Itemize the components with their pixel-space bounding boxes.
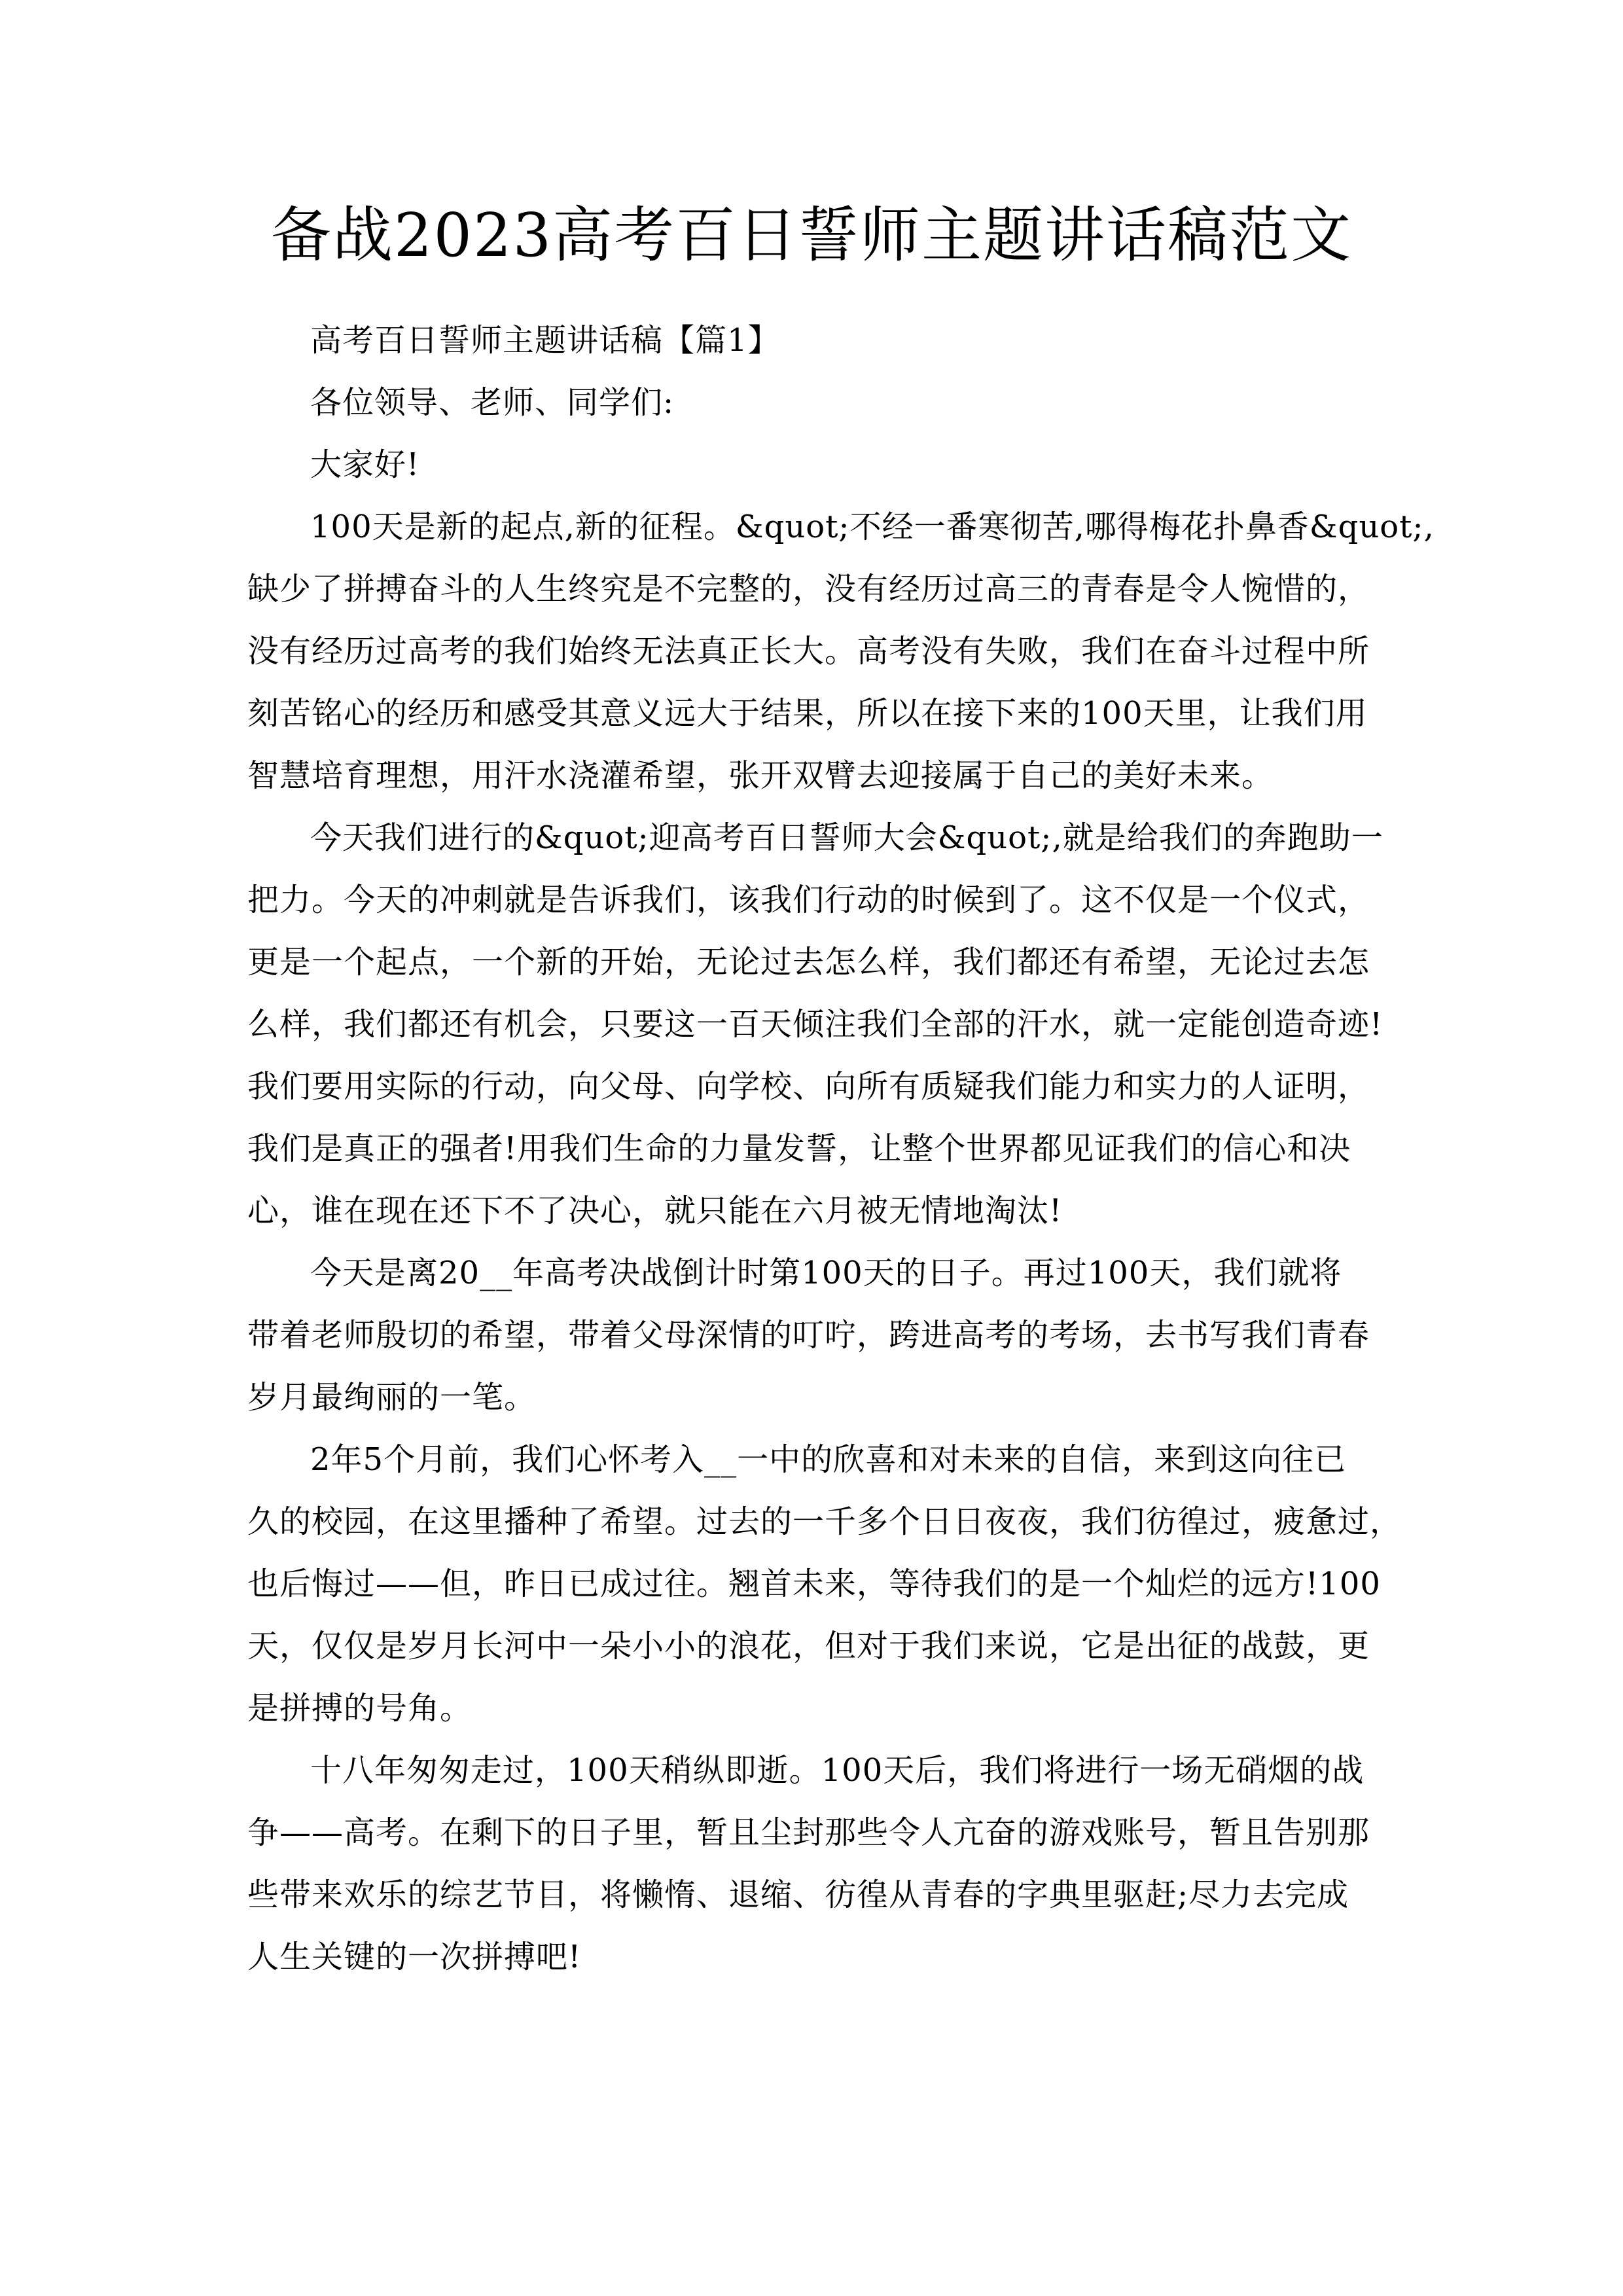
text-line: 久的校园，在这里播种了希望。过去的一千多个日日夜夜，我们彷徨过，疲惫过， <box>247 1503 1402 1540</box>
text-line: 也后悔过——但，昨日已成过往。翘首未来，等待我们的是一个灿烂的远方!100 <box>247 1566 1381 1602</box>
text-line: 十八年匆匆走过，100天稍纵即逝。100天后，我们将进行一场无硝烟的战 <box>310 1752 1364 1789</box>
text-line: 100天是新的起点,新的征程。&quot;不经一番寒彻苦,哪得梅花扑鼻香&quot;, <box>310 509 1435 545</box>
text-line: 刻苦铭心的经历和感受其意义远大于结果，所以在接下来的100天里，让我们用 <box>247 695 1368 732</box>
text-line: 智慧培育理想，用汗水浇灌希望，张开双臂去迎接属于自己的美好未来。 <box>247 757 1274 794</box>
text-line: 把力。今天的冲刺就是告诉我们，该我们行动的时候到了。这不仅是一个仪式， <box>247 882 1370 918</box>
text-line: 今天是离20__年高考决战倒计时第100天的日子。再过100天，我们就将 <box>310 1255 1342 1291</box>
text-line: 我们是真正的强者!用我们生命的力量发誓，让整个世界都见证我们的信心和决 <box>247 1130 1351 1167</box>
text-line: 大家好! <box>310 446 420 483</box>
text-line: 天，仅仅是岁月长河中一朵小小的浪花，但对于我们来说，它是出征的战鼓，更 <box>247 1628 1370 1664</box>
text-line: 人生关键的一次拼搏吧! <box>247 1939 582 1975</box>
text-line: 么样，我们都还有机会，只要这一百天倾注我们全部的汗水，就一定能创造奇迹! <box>247 1006 1383 1043</box>
text-line: 我们要用实际的行动，向父母、向学校、向所有质疑我们能力和实力的人证明， <box>247 1068 1370 1105</box>
text-line: 岁月最绚丽的一笔。 <box>247 1379 537 1416</box>
text-line: 没有经历过高考的我们始终无法真正长大。高考没有失败，我们在奋斗过程中所 <box>247 633 1370 670</box>
text-line: 心，谁在现在还下不了决心，就只能在六月被无情地淘汰! <box>247 1193 1063 1229</box>
text-line: 缺少了拼搏奋斗的人生终究是不完整的，没有经历过高三的青春是令人惋惜的， <box>247 571 1370 607</box>
text-line: 争——高考。在剩下的日子里，暂且尘封那些令人亢奋的游戏账号，暂且告别那 <box>247 1814 1370 1851</box>
text-line: 带着老师殷切的希望，带着父母深情的叮咛，跨进高考的考场，去书写我们青春 <box>247 1317 1370 1354</box>
document-title: 备战2023高考百日誓师主题讲话稿范文 <box>270 200 1353 270</box>
text-line: 各位领导、老师、同学们: <box>310 384 675 421</box>
text-line: 更是一个起点，一个新的开始，无论过去怎么样，我们都还有希望，无论过去怎 <box>247 944 1370 980</box>
text-line: 高考百日誓师主题讲话稿【篇1】 <box>310 322 780 359</box>
text-line: 是拼搏的号角。 <box>247 1690 473 1727</box>
text-line: 今天我们进行的&quot;迎高考百日誓师大会&quot;,就是给我们的奔跑助一 <box>310 819 1383 856</box>
text-line: 些带来欢乐的综艺节目，将懒惰、退缩、彷徨从青春的字典里驱赶;尽力去完成 <box>247 1876 1349 1913</box>
text-line: 2年5个月前，我们心怀考入__一中的欣喜和对未来的自信，来到这向往已 <box>310 1441 1347 1478</box>
